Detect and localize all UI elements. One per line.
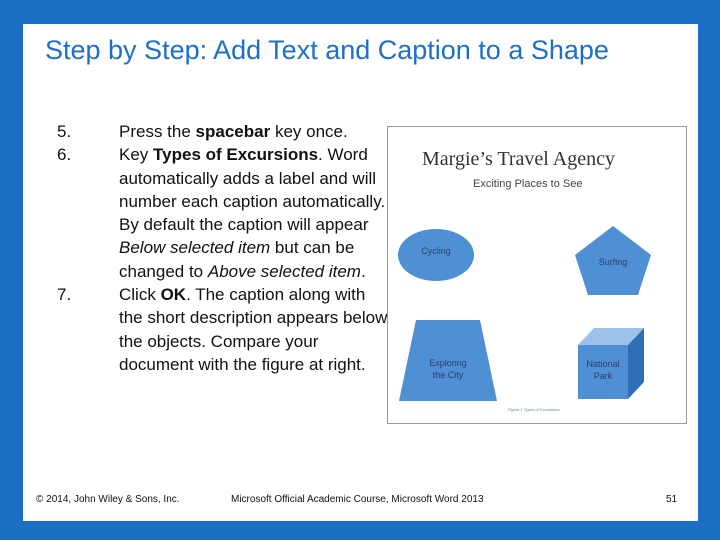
step-text-run: spacebar bbox=[195, 122, 271, 141]
step-text-run: . The caption along with the short description appears below the objects. Compare your document with the figure at right. bbox=[119, 285, 388, 374]
cycling-label: Cycling bbox=[421, 246, 451, 256]
park-label-line2: Park bbox=[593, 371, 613, 381]
city-label-line1: Exploring bbox=[429, 358, 467, 368]
footer-course: Microsoft Official Academic Course, Microsoft Word 2013 bbox=[231, 494, 484, 505]
step-text-run: key once. bbox=[270, 122, 348, 141]
step-text-run: Types of Excursions bbox=[153, 145, 319, 165]
step-text-run: Below selected item bbox=[119, 238, 271, 258]
figure-caption: Figure 1 Types of Excursions bbox=[508, 407, 560, 412]
footer-page-number: 51 bbox=[666, 494, 678, 505]
figure-subheading: Exciting Places to See bbox=[473, 178, 583, 190]
figure-heading: Margie’s Travel Agency bbox=[422, 148, 615, 170]
step-number: 6. bbox=[57, 145, 72, 165]
step-item bbox=[57, 283, 392, 376]
footer-copyright: © 2014, John Wiley & Sons, Inc. bbox=[36, 494, 180, 505]
step-text-run: but can be changed to bbox=[119, 238, 355, 281]
step-text-run: Click bbox=[119, 285, 161, 305]
step-text bbox=[119, 120, 392, 143]
slide-title: Step by Step: Add Text and Caption to a Shape bbox=[45, 35, 609, 65]
figure-canvas bbox=[388, 127, 686, 423]
park-label-line1: National bbox=[586, 359, 620, 369]
step-text-run: OK bbox=[160, 285, 187, 305]
step-number: 5. bbox=[57, 122, 72, 141]
step-text-run: . bbox=[360, 261, 366, 281]
surfing-label: Surfing bbox=[598, 257, 628, 267]
step-text-run: . Word automatically adds a label and will number each caption automatically. By default the caption will appear bbox=[119, 145, 386, 235]
step-text-run: Key bbox=[119, 145, 154, 165]
step-text-run: Above selected item bbox=[207, 261, 361, 281]
step-number: 7. bbox=[57, 285, 72, 305]
city-label-line2: the City bbox=[432, 370, 464, 380]
step-text bbox=[119, 283, 392, 376]
step-text bbox=[119, 143, 392, 283]
step-item bbox=[57, 120, 392, 143]
slide bbox=[23, 24, 698, 521]
step-item bbox=[57, 143, 392, 283]
steps-list bbox=[57, 120, 392, 376]
document-figure bbox=[387, 126, 687, 424]
step-text-run: Press the bbox=[119, 122, 196, 141]
